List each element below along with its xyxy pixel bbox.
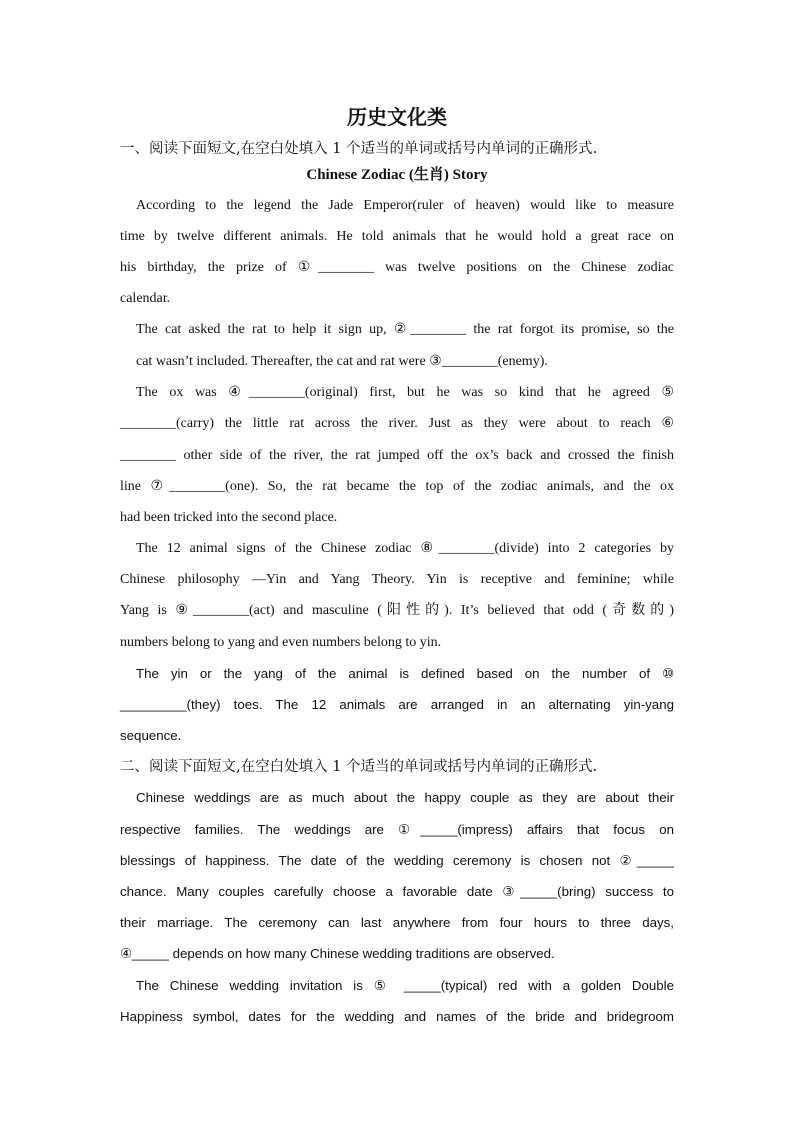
passage-2-line: blessings of happiness. The date of the wedding ceremony is chosen not ②_____ [120,853,674,868]
passage-1-title: Chinese Zodiac (生肖) Story [306,167,488,183]
passage-2-line: respective families. The weddings are ①_____(impress) affairs that focus on [120,822,674,837]
passage-1-line: Chinese philosophy —Yin and Yang Theory. Yin is receptive and feminine; while [120,572,674,587]
passage-1-line: According to the legend the Jade Emperor(ruler of heaven) would like to measure [136,198,674,213]
passage-1-line: The 12 animal signs of the Chinese zodiac ⑧________(divide) into 2 categories by [136,541,674,556]
passage-1-line: Yang is ⑨________(act) and masculine (阳性的). It’s believed that odd (奇数的) [120,603,674,618]
passage-1-line: numbers belong to yang and even numbers belong to yin. [120,635,442,650]
passage-1-line: The yin or the yang of the animal is defined based on the number of ⑩ [136,666,674,681]
passage-2-line: chance. Many couples carefully choose a favorable date ③_____(bring) success to [120,884,674,899]
passage-1-line: The cat asked the rat to help it sign up, ②________ the rat forgot its promise, so the [136,322,674,337]
passage-2-line: Happiness symbol, dates for the wedding and names of the bride and bridegroom [120,1009,674,1024]
passage-2-line: The Chinese wedding invitation is ⑤ _____(typical) red with a golden Double [136,978,674,993]
passage-1-line: ________ other side of the river, the rat jumped off the ox’s back and crossed the finish [120,448,674,463]
passage-1-line: sequence. [120,728,182,743]
section-1-heading: 一、阅读下面短文,在空白处填入 1 个适当的单词或括号内单词的正确形式. [120,141,598,157]
passage-1-line: ________(carry) the little rat across the river. Just as they were about to reach ⑥ [120,416,674,431]
passage-1-line: line ⑦________(one). So, the rat became the top of the zodiac animals, and the ox [120,479,674,494]
passage-1-line: The ox was ④________(original) first, but he was so kind that he agreed ⑤ [136,385,674,400]
passage-2-line: their marriage. The ceremony can last anywhere from four hours to three days, [120,915,674,930]
passage-1-line: time by twelve different animals. He told animals that he would hold a great race on [120,229,674,244]
passage-1-line: _________(they) toes. The 12 animals are arranged in an alternating yin-yang [120,697,674,712]
passage-1-line: had been tricked into the second place. [120,510,338,525]
section-2-heading: 二、阅读下面短文,在空白处填入 1 个适当的单词或括号内单词的正确形式. [120,759,598,775]
passage-1-line: his birthday, the prize of ①________ was twelve positions on the Chinese zodiac [120,260,674,275]
page-title: 历史文化类 [347,105,447,129]
passage-1-line: cat wasn’t included. Thereafter, the cat and rat were ③________(enemy). [136,354,548,369]
passage-2-line: Chinese weddings are as much about the happy couple as they are about their [136,790,674,805]
passage-2-line: ④_____ depends on how many Chinese wedding traditions are observed. [120,946,555,961]
passage-1-line: calendar. [120,291,171,306]
